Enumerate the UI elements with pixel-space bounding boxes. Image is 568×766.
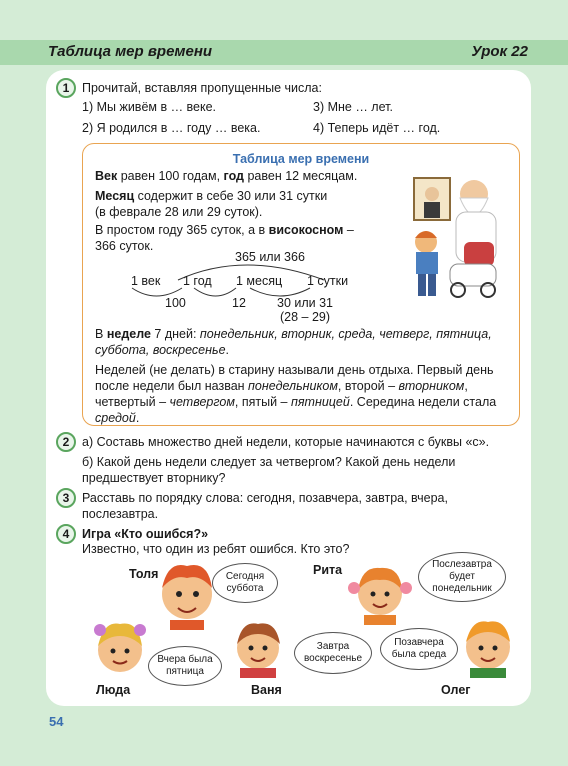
vanya-face <box>237 623 280 678</box>
table-title: Таблица мер времени <box>232 152 370 166</box>
chapter-title: Таблица мер времени <box>48 43 213 60</box>
table-week-line-2: суббота, воскресенье. <box>95 343 230 357</box>
rita-face <box>348 568 412 625</box>
task-1-item-1: 1) Мы живём в … веке. <box>82 100 217 114</box>
diagram-top-label: 365 или 366 <box>235 250 305 264</box>
task-1-number: 1 <box>56 78 76 98</box>
lesson-number: Урок 22 <box>471 43 528 60</box>
task-1-instruction: Прочитай, вставляя пропущенные числа: <box>82 81 322 95</box>
table-history-line-3: четвертый – четвергом, пятый – пятницей. Середина недели стала <box>95 395 497 409</box>
page-number: 54 <box>49 714 64 729</box>
kid-name-vanya: Ваня <box>251 683 282 697</box>
table-line-leap: 366 суток. <box>95 239 154 253</box>
task-2-part-a: а) Составь множество дней недели, которые начинаются с буквы «с». <box>82 435 490 449</box>
diagram-unit-day: 1 сутки <box>307 274 349 288</box>
task-3-line-1: Расставь по порядку слова: сегодня, позавчера, завтра, вчера, <box>82 491 448 505</box>
task-4-number: 4 <box>56 524 76 544</box>
table-history-line-4: средой. <box>95 411 140 425</box>
task-2-number: 2 <box>56 432 76 452</box>
kid-name-rita: Рита <box>313 563 343 577</box>
oleg-face <box>466 621 510 678</box>
kid-name-luda: Люда <box>96 683 131 697</box>
diagram-unit-month: 1 месяц <box>236 274 283 288</box>
diagram-count-12: 12 <box>232 296 246 310</box>
task-2-part-b-line-2: предшествует вторнику? <box>82 471 226 485</box>
task-3-number: 3 <box>56 488 76 508</box>
luda-face <box>94 623 146 672</box>
speech-bubble-oleg: Позавчера была среда <box>380 628 458 670</box>
tolya-face <box>162 565 212 630</box>
diagram-count-100: 100 <box>165 296 186 310</box>
speech-bubble-rita: Послезавтра будет понедельник <box>418 552 506 602</box>
table-week-line-1: В неделе 7 дней: понедельник, вторник, среда, четверг, пятница, <box>95 327 492 341</box>
task-1-item-4: 4) Теперь идёт … год. <box>313 121 441 135</box>
diagram-unit-century: 1 век <box>131 274 161 288</box>
table-history-line-2: после недели был назван понедельником, второй – вторником, <box>95 379 468 393</box>
task-2-part-b-line-1: б) Какой день недели следует за четвергом? Какой день недели <box>82 455 456 469</box>
speech-bubble-vanya: Завтра воскресенье <box>294 632 372 674</box>
diagram-unit-year: 1 год <box>183 274 212 288</box>
diagram-count-30-31: 30 или 31 <box>277 296 334 310</box>
speech-bubble-luda: Вчера была пятница <box>148 646 222 686</box>
speech-bubble-tolya: Сегодня суббота <box>212 563 278 603</box>
task-1-item-2: 2) Я родился в … году … века. <box>82 121 261 135</box>
kid-name-oleg: Олег <box>441 683 471 697</box>
kid-name-tolya: Толя <box>129 567 159 581</box>
table-line-february: (в феврале 28 или 29 суток). <box>95 205 263 219</box>
table-line-century: Век равен 100 годам, год равен 12 месяцам. <box>95 169 358 183</box>
task-3-line-2: послезавтра. <box>82 507 159 521</box>
task-1-item-3: 3) Мне … лет. <box>313 100 393 114</box>
table-history-line-1: Неделей (не делать) в старину называли день отдыха. Первый день <box>95 363 494 377</box>
table-line-year: В простом году 365 суток, а в високосном – <box>95 223 354 237</box>
task-4-title: Игра «Кто ошибся?» <box>82 527 209 541</box>
task-4-text: Известно, что один из ребят ошибся. Кто это? <box>82 542 350 556</box>
table-line-month: Месяц содержит в себе 30 или 31 сутки <box>95 189 328 203</box>
diagram-count-28-29: (28 – 29) <box>280 310 331 324</box>
